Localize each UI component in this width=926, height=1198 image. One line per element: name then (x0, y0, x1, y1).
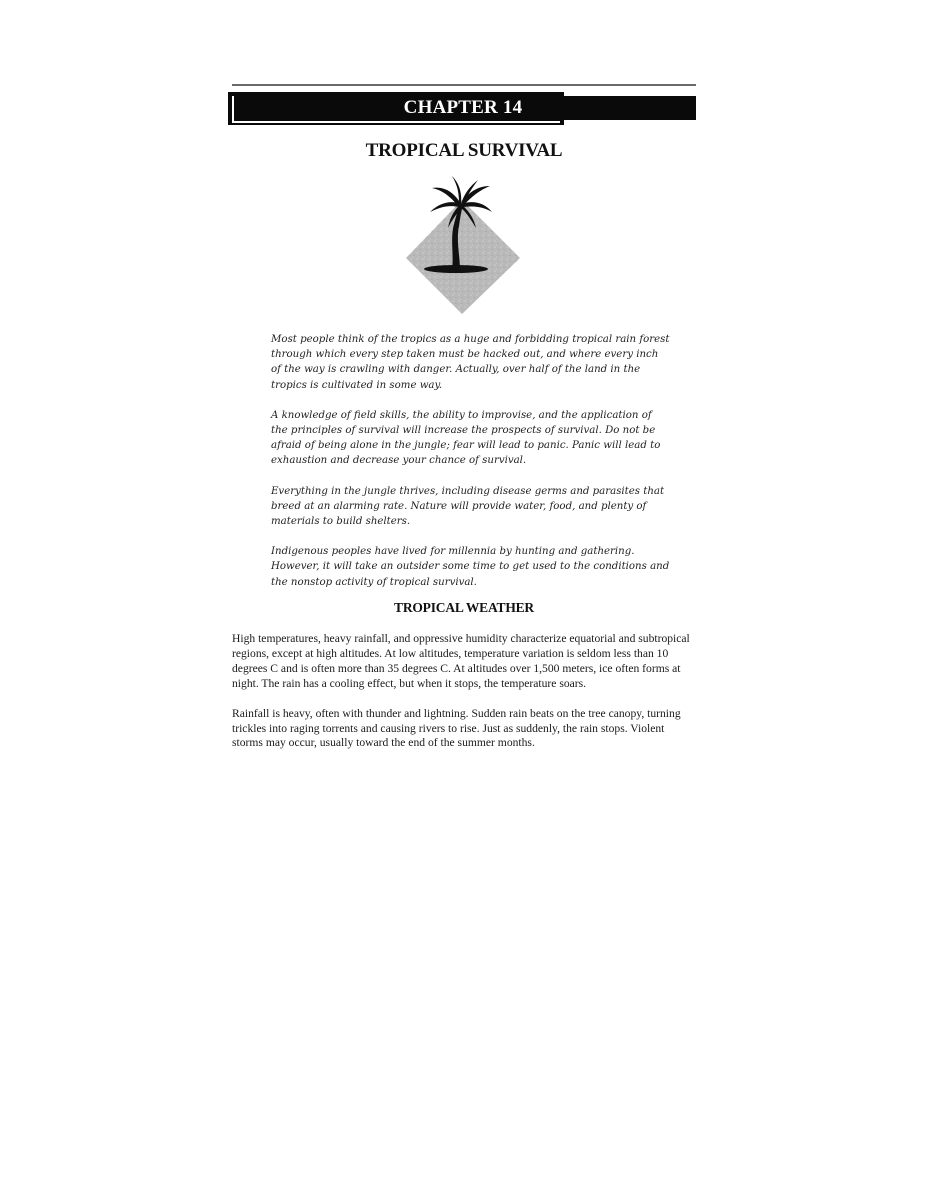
body-paragraph: Rainfall is heavy, often with thunder and lightning. Sudden rain beats on the tree canopy, turning trickles into raging torrents and causing rivers to rise. Just as suddenly, the rain stops. Violent storms may occur, usually toward the end of the summer months. (232, 706, 681, 750)
section-heading: TROPICAL WEATHER (394, 600, 534, 615)
intro-paragraph: Most people think of the tropics as a huge and forbidding tropical rain forest through which every step taken must be hacked out, and where every inch of the way is crawling with danger. Actually, over half of the land in the tropics is cultivated in some way. (271, 334, 670, 391)
diamond-shape (406, 200, 520, 314)
intro-paragraph: A knowledge of field skills, the ability to improvise, and the application of the principles of survival will increase the prospects of survival. Do not be afraid of being alone in the jungle; fear will lead to panic. Panic will lead to exhaustion and decrease your chance of survival. (271, 409, 661, 467)
chapter-number: CHAPTER 14 (403, 97, 523, 118)
palm-tree-diamond-icon (404, 174, 524, 314)
chapter-title: TROPICAL SURVIVAL (365, 140, 563, 161)
top-rule (232, 84, 696, 86)
chapter-intro (271, 332, 671, 605)
intro-paragraph: Indigenous peoples have lived for millennia by hunting and gathering. However, it will take an outsider some time to get used to the conditions and the nonstop activity of tropical survival. (271, 546, 670, 588)
section-body (232, 632, 698, 766)
chapter-banner (228, 92, 696, 126)
body-paragraph: High temperatures, heavy rainfall, and oppressive humidity characterize equatorial and subtropical regions, except at high altitudes. At low altitudes, temperature variation is seldom less than 10 degrees C and is often more than 35 degrees C. At altitudes over 1,500 meters, ice often forms at night. The rain has a cooling effect, but when it stops, the temperature soars. (232, 632, 690, 690)
intro-paragraph: Everything in the jungle thrives, including disease germs and parasites that breed at an alarming rate. Nature will provide water, food, and plenty of materials to build shelters. (271, 485, 665, 528)
